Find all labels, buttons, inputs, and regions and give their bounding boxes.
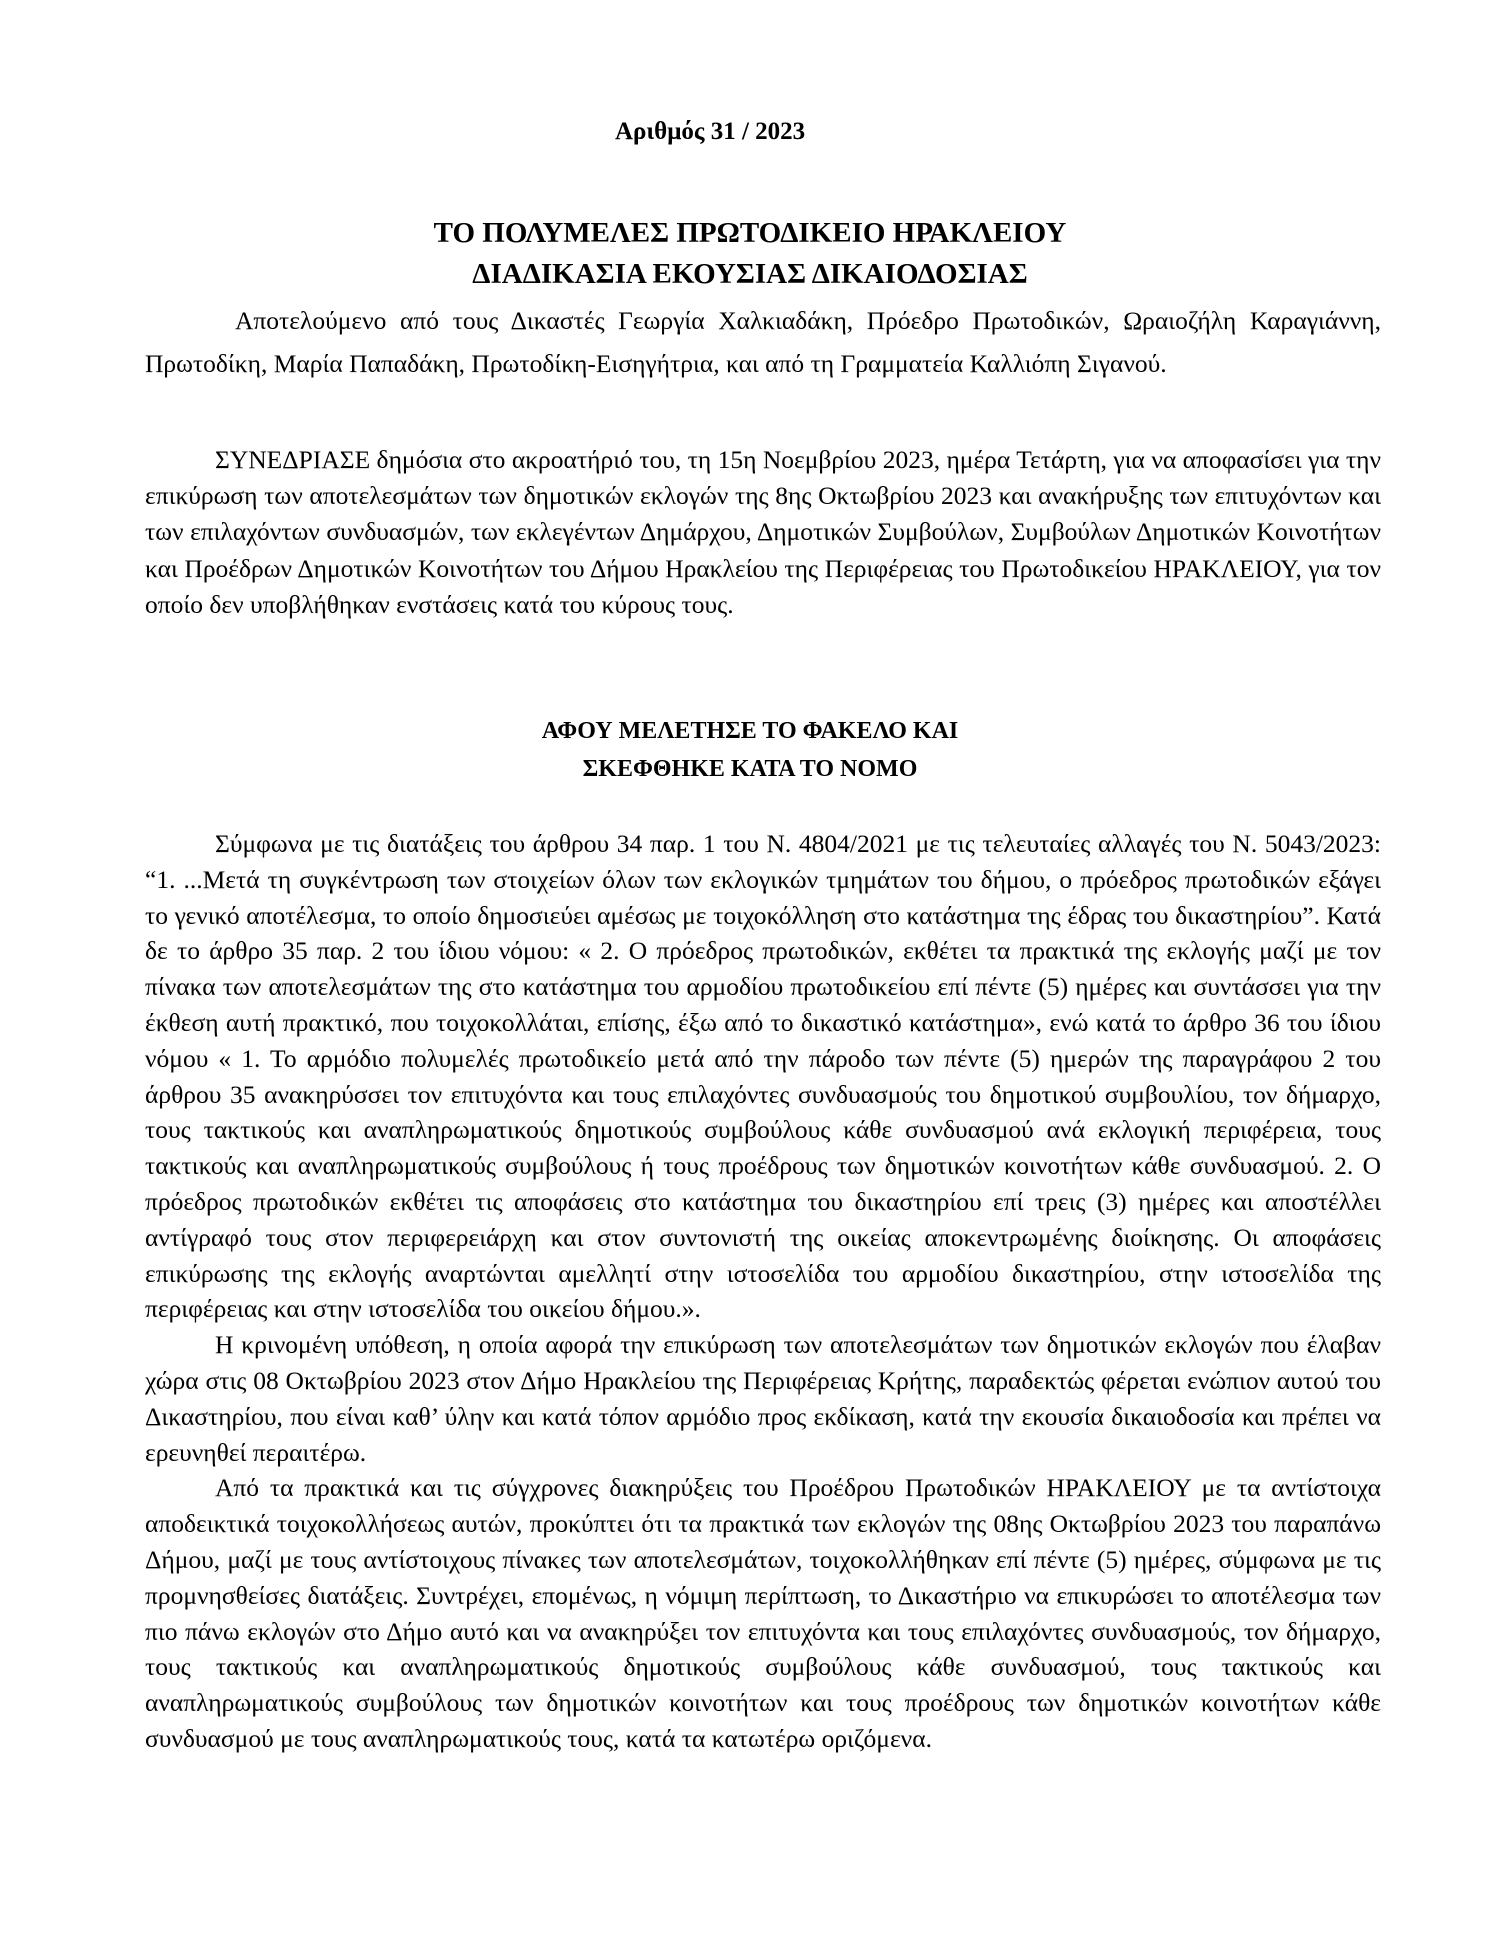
court-title <box>0 213 1500 295</box>
paragraph-legal-provisions: Σύμφωνα με τις διατάξεις του άρθρου 34 παρ. 1 του Ν. 4804/2021 με τις τελευταίες αλλαγές του Ν. 5043/2023: “1. ...Μετά τη συγκέντρωση των στοιχείων όλων των εκλογικών τμημάτων του δήμου, ο πρόεδρος πρωτοδικών εξάγει το γενικό αποτέλεσμα, το οποίο δημοσιεύει αμέσως με τοιχοκόλληση στο κατάστημα της έδρας του δικαστηρίου”. Κατά δε το άρθρο 35 παρ. 2 του ίδιου νόμου: « 2. Ο πρόεδρος πρωτοδικών, εκθέτει τα πρακτικά της εκλογής μαζί με τον πίνακα των αποτελεσμάτων της στο κατάστημα του αρμοδίου πρωτοδικείου επί πέντε (5) ημέρες και συντάσσει για την έκθεση αυτή πρακτικό, που τοιχοκολλάται, επίσης, έξω από το δικαστικό κατάστημα», ενώ κατά το άρθρο 36 του ίδιου νόμου « 1. Το αρμόδιο πολυμελές πρωτοδικείο μετά από την πάροδο των πέντε (5) ημερών της παραγράφου 2 του άρθρου 35 ανακηρύσσει τον επιτυχόντα και τους επιλαχόντες συνδυασμούς του δημοτικού συμβουλίου, τον δήμαρχο, τους τακτικούς και αναπληρωματικούς δημοτικούς συμβούλους κάθε συνδυασμού ανά εκλογική περιφέρεια, τους τακτικούς και αναπληρωματικούς συμβούλους ή τους προέδρους των δημοτικών κοινοτήτων κάθε συνδυασμού. 2. Ο πρόεδρος πρωτοδικών εκθέτει τις αποφάσεις στο κατάστημα του δικαστηρίου επί τρεις (3) ημέρες και αποστέλλει αντίγραφό τους στον περιφερειάρχη και στον συντονιστή της οικείας αποκεντρωμένης διοίκησης. Οι αποφάσεις επικύρωσης της εκλογής αναρτώνται αμελλητί στην ιστοσελίδα του αρμοδίου δικαστηρίου, στην ιστοσελίδα της περιφέρειας και στην ιστοσελίδα του οικείου δήμου.». <box>145 829 1381 1324</box>
decision-number: Αριθμός 31 / 2023 <box>615 118 806 145</box>
paragraph-findings: Από τα πρακτικά και τις σύγχρονες διακηρύξεις του Προέδρου Πρωτοδικών ΗΡΑΚΛΕΙΟΥ με τα αντίστοιχα αποδεικτικά τοιχοκολλήσεως αυτών, προκύπτει ότι τα πρακτικά των εκλογών της 08ης Οκτωβρίου 2023 του παραπάνω Δήμου, μαζί με τους αντίστοιχους πίνακες των αποτελεσμάτων, τοιχοκολλήθηκαν επί πέντε (5) ημέρες, σύμφωνα με τις προμνησθείσες διατάξεις. Συντρέχει, επομένως, η νόμιμη περίπτωση, το Δικαστήριο να επικυρώσει το αποτέλεσμα των πιο πάνω εκλογών στο Δήμο αυτό και να ανακηρύξει τον επιτυχόντα και τους επιλαχόντες συνδυασμούς, τον δήμαρχο, τους τακτικούς και αναπληρωματικούς δημοτικούς συμβούλους κάθε συνδυασμού, τους τακτικούς και αναπληρωματικούς συμβούλους των δημοτικών κοινοτήτων και τους προέδρους των δημοτικών κοινοτήτων κάθε συνδυασμού με τους αναπληρωματικούς τους, κατά τα κατωτέρω οριζόμενα. <box>145 1473 1381 1753</box>
court-title-line-2: ΔΙΑΔΙΚΑΣΙΑ ΕΚΟΥΣΙΑΣ ΔΙΚΑΙΟΔΟΣΙΑΣ <box>472 258 1028 290</box>
court-title-line-1: ΤΟ ΠΟΛΥΜΕΛΕΣ ΠΡΩΤΟΔΙΚΕΙΟ ΗΡΑΚΛΕΙΟΥ <box>433 217 1067 249</box>
section-heading-line-1: ΑΦΟΥ ΜΕΛΕΤΗΣΕ ΤΟ ΦΑΚΕΛΟ ΚΑΙ <box>541 718 959 744</box>
court-composition: Αποτελούμενο από τους Δικαστές Γεωργία Χαλκιαδάκη, Πρόεδρο Πρωτοδικών, Ωραιοζήλη Καραγιάννη, Πρωτοδίκη, Μαρία Παπαδάκη, Πρωτοδίκη-Εισηγήτρια, και από τη Γραμματεία Καλλιόπη Σιγανού. <box>145 306 1381 378</box>
section-heading-line-2: ΣΚΕΦΘΗΚΕ ΚΑΤΑ ΤΟ ΝΟΜΟ <box>582 756 918 782</box>
reasoning-body <box>145 826 1381 1757</box>
sitting-paragraph: ΣΥΝΕΔΡΙΑΣΕ δημόσια στο ακροατήριό του, τη 15η Νοεμβρίου 2023, ημέρα Τετάρτη, για να αποφασίσει για την επικύρωση των αποτελεσμάτων των δημοτικών εκλογών της 8ης Οκτωβρίου 2023 και ανακήρυξης των επιτυχόντων και των επιλαχόντων συνδυασμών, των εκλεγέντων Δημάρχου, Δημοτικών Συμβούλων, Συμβούλων Δημοτικών Κοινοτήτων και Προέδρων Δημοτικών Κοινοτήτων του Δήμου Ηρακλείου της Περιφέρειας του Πρωτοδικείου ΗΡΑΚΛΕΙΟΥ, για τον οποίο δεν υποβλήθηκαν ενστάσεις κατά του κύρους τους. <box>145 445 1381 619</box>
section-heading <box>0 712 1500 788</box>
paragraph-case-admissibility: Η κρινομένη υπόθεση, η οποία αφορά την επικύρωση των αποτελεσμάτων των δημοτικών εκλογών που έλαβαν χώρα στις 08 Οκτωβρίου 2023 στον Δήμο Ηρακλείου της Περιφέρειας Κρήτης, παραδεκτώς φέρεται ενώπιον αυτού του Δικαστηρίου, που είναι καθ’ ύλην και κατά τόπον αρμόδιο προς εκδίκαση, κατά την εκουσία δικαιοδοσία και πρέπει να ερευνηθεί περαιτέρω. <box>145 1330 1381 1467</box>
